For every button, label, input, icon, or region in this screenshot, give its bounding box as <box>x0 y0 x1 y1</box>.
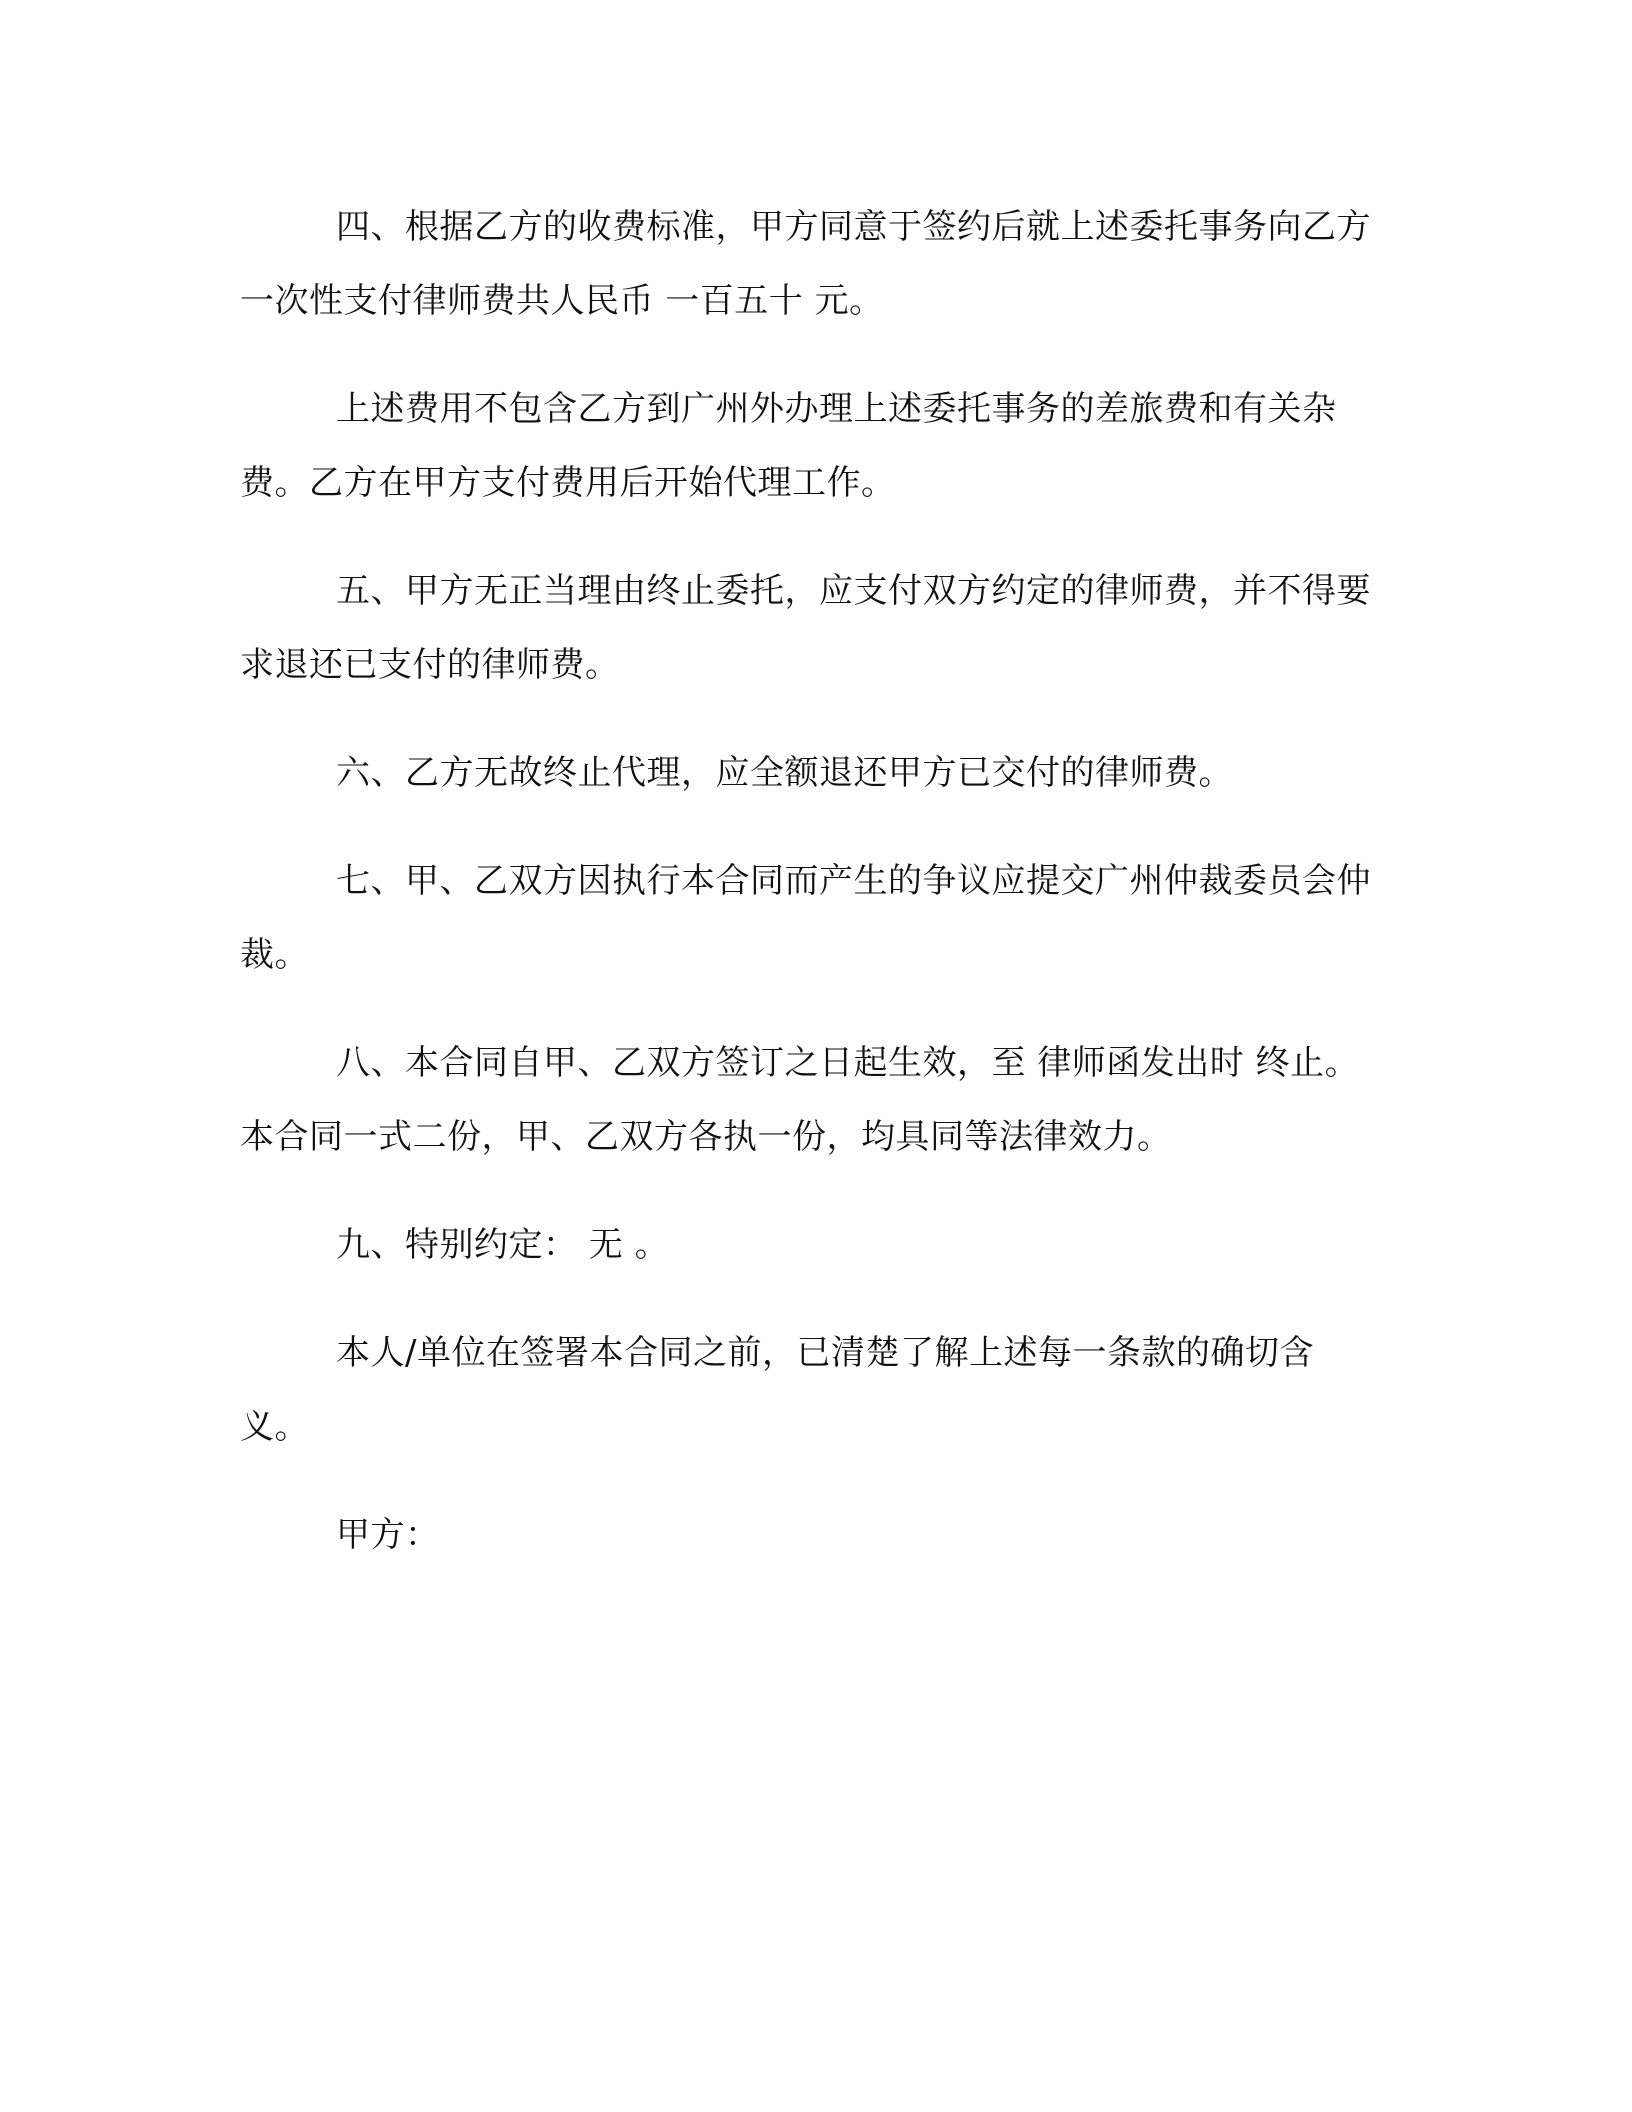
clause-seven: 七、甲、乙双方因执行本合同而产生的争议应提交广州仲裁委员会仲裁。 <box>240 861 1371 975</box>
clause-five: 五、甲方无正当理由终止委托，应支付双方约定的律师费，并不得要求退还已支付的律师费。 <box>240 571 1371 685</box>
contract-body <box>240 190 1375 1606</box>
clause-eight: 八、本合同自甲、乙双方签订之日起生效，至 律师函发出时 终止。本合同一式二份，甲、乙双方各执一份，均具同等法律效力。 <box>240 1043 1360 1157</box>
clause-six: 六、乙方无故终止代理，应全额退还甲方已交付的律师费。 <box>336 753 1233 793</box>
clause-four-expenses-note: 上述费用不包含乙方到广州外办理上述委托事务的差旅费和有关杂费。乙方在甲方支付费用后开始代理工作。 <box>240 389 1337 503</box>
acknowledgement-statement: 本人/单位在签署本合同之前，已清楚了解上述每一条款的确切含义。 <box>240 1333 1314 1447</box>
party-a-signature-label: 甲方： <box>336 1515 440 1555</box>
clause-four: 四、根据乙方的收费标准，甲方同意于签约后就上述委托事务向乙方一次性支付律师费共人民币 一百五十 元。 <box>240 207 1371 321</box>
clause-nine: 九、特别约定： 无 。 <box>336 1225 670 1265</box>
